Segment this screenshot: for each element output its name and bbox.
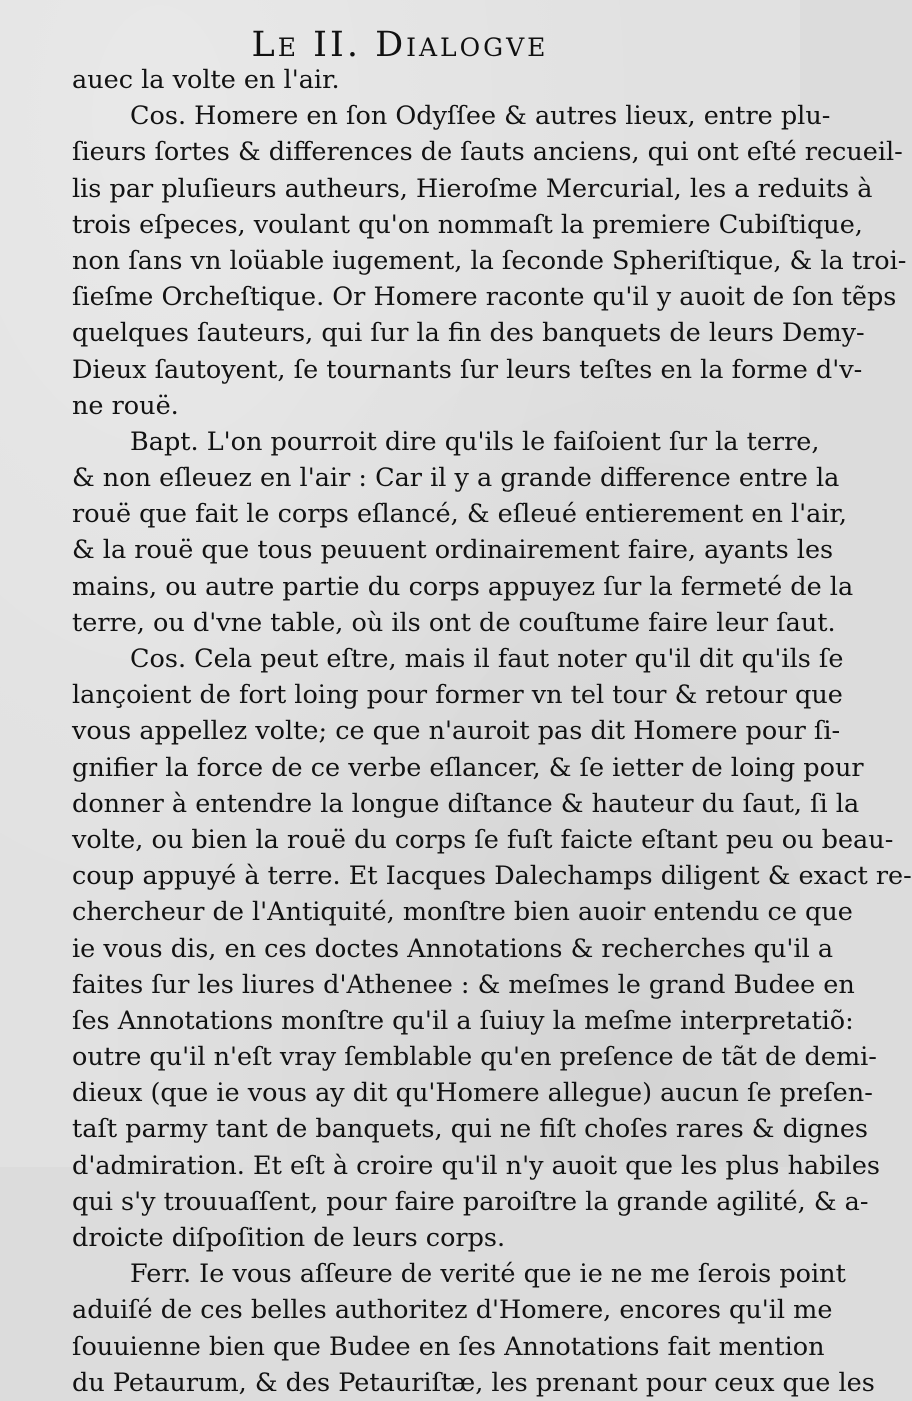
text-line: du Petaurum, & des Petauriſtæ, les prenant pour ceux que les [72,1367,875,1398]
text-line: quelques ſauteurs, qui ſur la fin des banquets de leurs Demy- [72,318,865,349]
text-line: Dieux ſautoyent, ſe tournants ſur leurs teſtes en la forme d'v- [72,354,863,385]
text-line: gnifier la force de ce verbe eſlancer, & ſe ietter de loing pour [72,752,864,783]
text-line: droicte diſpoſition de leurs corps. [72,1223,506,1253]
text-line: vous appellez volte; ce que n'auroit pas dit Homere pour ſi- [72,716,841,747]
body-text [72,62,912,1401]
text-line: ne rouë. [72,390,179,421]
text-line: outre qu'il n'eſt vray ſemblable qu'en preſence de tãt de demi- [72,1042,877,1073]
text-line: ſieſme Orcheſtique. Or Homere raconte qu'il y auoit de ſon tẽps [72,282,897,313]
running-header-text: Le II. Dialogve [251,25,549,65]
text-line: lis par pluſieurs autheurs, Hieroſme Mercurial, les a reduits à [72,173,873,204]
text-line: faites ſur les liures d'Athenee : & meſmes le grand Budee en [72,969,855,1000]
text-line: aduiſé de ces belles authoritez d'Homere, encores qu'il me [72,1295,833,1326]
text-line: rouë que fait le corps eſlancé, & eſleué entierement en l'air, [72,499,848,530]
text-line: chercheur de l'Antiquité, monſtre bien auoir entendu ce que [72,897,853,928]
text-line: mains, ou autre partie du corps appuyez ſur la fermeté de la [72,571,854,602]
text-line: non ſans vn loüable iugement, la ſeconde Spheriſtique, & la troi- [72,245,907,276]
text-line: trois eſpeces, voulant qu'on nommaſt la premiere Cubiſtique, [72,209,863,240]
text-line: volte, ou bien la rouë du corps ſe fuſt faicte eſtant peu ou beau- [72,824,894,855]
text-line: taſt parmy tant de banquets, qui ne fiſt choſes rares & dignes [72,1114,869,1145]
running-header [0,25,800,65]
text-line: Ferr. Ie vous aſſeure de verité que ie ne me ſerois point [130,1259,846,1290]
text-line: dieux (que ie vous ay dit qu'Homere allegue) aucun ſe preſen- [72,1078,873,1109]
text-line: ie vous dis, en ces doctes Annotations & recherches qu'il a [72,933,834,964]
text-line: Cos. Homere en ſon Odyſſee & autres lieux, entre plu- [130,101,831,132]
text-line: auec la volte en l'air. [72,65,340,95]
text-line: Bapt. L'on pourroit dire qu'ils le faiſoient ſur la terre, [130,426,820,457]
text-line: & la rouë que tous peuuent ordinairement faire, ayants les [72,535,834,566]
text-line: & non eſleuez en l'air : Car il y a grande difference entre la [72,463,840,494]
text-line: ſouuienne bien que Budee en ſes Annotations fait mention [72,1331,825,1362]
text-line: d'admiration. Et eſt à croire qu'il n'y auoit que les plus habiles [72,1150,881,1181]
text-line: ſes Annotations monſtre qu'il a ſuiuy la meſme interpretatiõ: [72,1005,854,1036]
text-line: qui s'y trouuaſſent, pour faire paroiſtre la grande agilité, & a- [72,1186,869,1217]
text-line: coup appuyé à terre. Et Iacques Dalechamps diligent & exact re- [72,861,912,892]
text-line: lançoient de fort loing pour former vn tel tour & retour que [72,680,843,711]
text-line: donner à entendre la longue diſtance & hauteur du ſaut, ſi la [72,788,860,819]
text-line: Cos. Cela peut eſtre, mais il faut noter qu'il dit qu'ils ſe [130,644,844,674]
text-line: terre, ou d'vne table, où ils ont de couſtume faire leur ſaut. [72,607,836,638]
text-line: ſieurs ſortes & differences de ſauts anciens, qui ont eſté recueil- [72,137,903,168]
